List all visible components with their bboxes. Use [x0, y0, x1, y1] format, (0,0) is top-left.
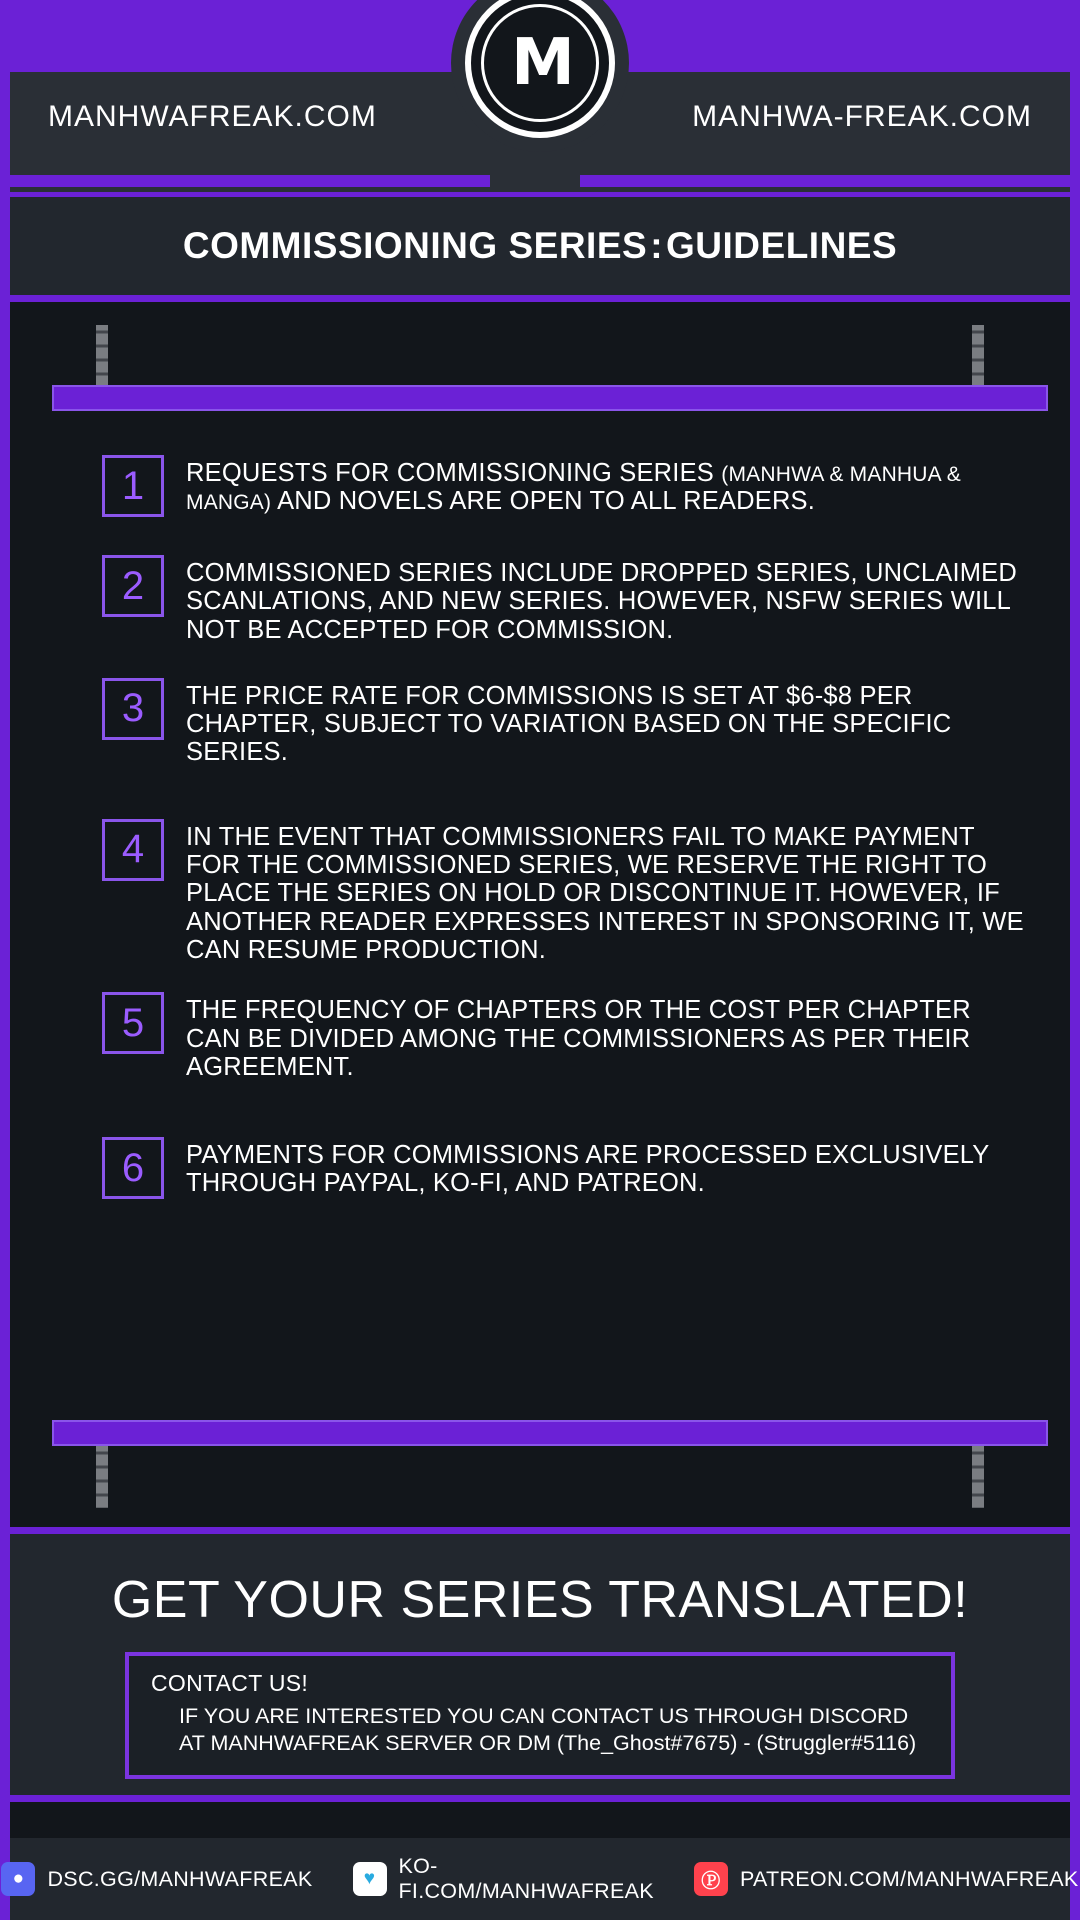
contact-box: [125, 1652, 955, 1779]
divider-bar-top: [52, 385, 1048, 411]
kofi-icon: ♥: [353, 1862, 387, 1896]
social-link-discord[interactable]: [1, 1862, 312, 1896]
page-title-main: COMMISSIONING SERIES: [182, 225, 648, 266]
list-item-text: THE FREQUENCY OF CHAPTERS OR THE COST PER CHAPTER CAN BE DIVIDED AMONG THE COMMISSIONERS AS PER THEIR AGREEMENT.: [186, 996, 971, 1081]
chain-left-bottom: [96, 1446, 108, 1508]
footer-headline: GET YOUR SERIES TRANSLATED!: [111, 1571, 969, 1629]
list-item-text: IN THE EVENT THAT COMMISSIONERS FAIL TO MAKE PAYMENT FOR THE COMMISSIONED SERIES, WE RESERVE THE RIGHT TO PLACE THE SERIES ON HOLD OR DISCONTINUE IT. HOWEVER, IF ANOTHER READER EXPRESSES INTEREST IN SPONSORING IT, WE CAN RESUME PRODUCTION.: [186, 822, 1024, 964]
contact-details: [151, 1703, 929, 1757]
list-item-text: COMMISSIONED SERIES INCLUDE DROPPED SERIES, UNCLAIMED SCANLATIONS, AND NEW SERIES. HOWEVER, NSFW SERIES WILL NOT BE ACCEPTED FOR COMMISSION.: [186, 559, 1017, 644]
list-item-number: 4: [102, 819, 164, 881]
list-item-text: PAYMENTS FOR COMMISSIONS ARE PROCESSED EXCLUSIVELY THROUGH PAYPAL, KO-FI, AND PATREON.: [186, 1141, 990, 1198]
social-label-kofi: KO-FI.COM/MANHWAFREAK: [398, 1854, 654, 1903]
list-item-text-part: AND NOVELS ARE OPEN TO ALL READERS.: [271, 487, 816, 516]
social-bar: [10, 1838, 1079, 1920]
social-link-kofi[interactable]: [353, 1854, 654, 1904]
discord-icon: ●: [1, 1862, 35, 1896]
list-item: [102, 992, 1030, 1081]
page-title-separator: :: [650, 225, 664, 266]
list-item-number: 2: [102, 555, 164, 617]
list-item: [102, 678, 1030, 767]
contact-title: CONTACT US!: [151, 1670, 309, 1696]
list-item-number: 5: [102, 992, 164, 1054]
list-item: [102, 455, 1030, 517]
contact-line-1: IF YOU ARE INTERESTED YOU CAN CONTACT US THROUGH DISCORD: [179, 1704, 909, 1728]
list-item: [102, 819, 1030, 964]
site-domain-right: MANHWA-FREAK.COM: [692, 100, 1032, 133]
footer-section: [10, 1527, 1070, 1802]
patreon-icon: Ⓟ: [694, 1862, 728, 1896]
list-item-number: 6: [102, 1137, 164, 1199]
list-item: [102, 555, 1030, 644]
logo-ring: [481, 4, 599, 122]
chain-left-top: [96, 325, 108, 387]
social-label-patreon: PATREON.COM/MANHWAFREAK: [739, 1866, 1079, 1891]
list-item: [102, 1137, 1030, 1199]
logo-monogram-icon: M: [511, 26, 569, 100]
social-label-discord: DSC.GG/MANHWAFREAK: [47, 1866, 313, 1891]
guidelines-list: [10, 455, 1070, 1237]
page-title-band: [10, 197, 1070, 302]
list-item-text: THE PRICE RATE FOR COMMISSIONS IS SET AT $6-$8 PER CHAPTER, SUBJECT TO VARIATION BASED ON THE SPECIFIC SERIES.: [186, 681, 952, 767]
header-underline-right: [580, 175, 1070, 187]
page-title-sub: GUIDELINES: [666, 225, 898, 266]
chain-right-top: [972, 325, 984, 387]
list-item-number: 3: [102, 678, 164, 740]
social-link-patreon[interactable]: [694, 1862, 1079, 1896]
divider-bar-bottom: [52, 1420, 1048, 1446]
list-item-text: [186, 455, 1030, 516]
list-item-text-part: REQUESTS FOR COMMISSIONING SERIES: [186, 459, 722, 487]
site-domain-left: MANHWAFREAK.COM: [48, 100, 377, 133]
list-item-text-note: (MANHWA & MANHUA & MANGA): [186, 463, 961, 515]
contact-line-2: AT MANHWAFREAK SERVER OR DM (The_Ghost#7675) - (Struggler#5116): [179, 1730, 917, 1755]
list-item-number: 1: [102, 455, 164, 517]
page-title: [183, 225, 897, 267]
header-underline-left: [10, 175, 490, 187]
chain-right-bottom: [972, 1446, 984, 1508]
